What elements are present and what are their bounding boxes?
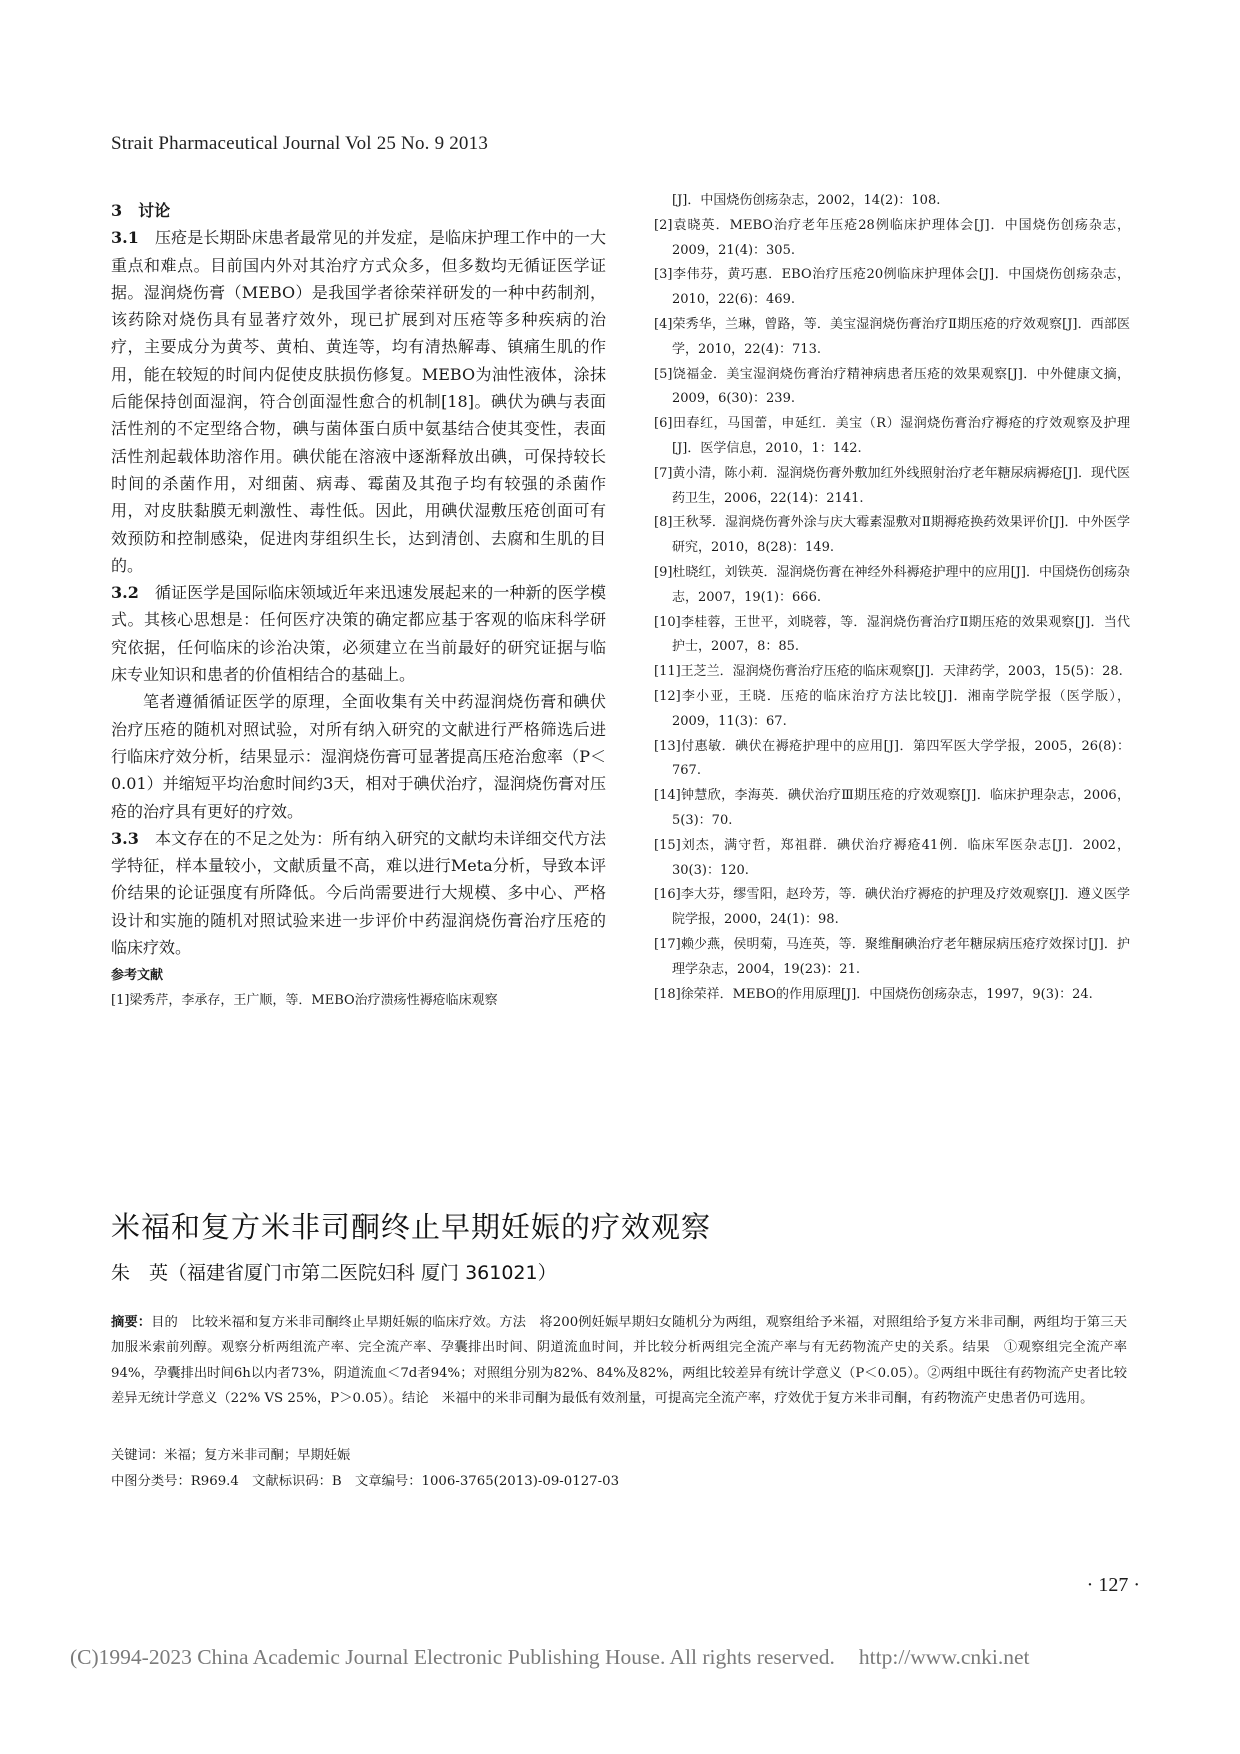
reference-item: [18]徐荣祥．MEBO的作用原理[J]．中国烧伤创疡杂志，1997，9(3)：24. [654, 986, 1093, 1002]
page-number: · 127 · [1086, 1574, 1140, 1596]
footer-url[interactable]: http://www.cnki.net [858, 1645, 1030, 1669]
paragraph-conclusion [111, 688, 606, 824]
reference-item: [5]饶福金．美宝湿润烧伤膏治疗精神病患者压疮的效果观察[J]．中外健康文摘，2009，6(30)：239. [654, 366, 1130, 407]
paragraph-label: 3.2 [111, 583, 139, 603]
paragraph-text: 压疮是长期卧床患者最常见的并发症，是临床护理工作中的一大重点和难点。目前国内外对其治疗方式众多，但多数均无循证医学证据。湿润烧伤膏（MEBO）是我国学者徐荣祥研发的一种中药制剂，该药除对烧伤具有显著疗效外，现已扩展到对压疮等多种疾病的治疗，主要成分为黄芩、黄柏、黄连等，均有清热解毒、镇痛生肌的作用，能在较短的时间内促使皮肤损伤修复。MEBO为油性液体，涂抹后能保持创面湿润，符合创面湿性愈合的机制[18]。碘伏为碘与表面活性剂的不定型络合物，碘与菌体蛋白质中氨基结合使其变性，表面活性剂起载体助溶作用。碘伏能在溶液中逐渐释放出碘，可保持较长时间的杀菌作用，对细菌、病毒、霉菌及其孢子均有较强的杀菌作用，对皮肤黏膜无刺激性、毒性低。因此，用碘伏湿敷压疮创面可有效预防和控制感染，促进肉芽组织生长，达到清创、去腐和生肌的目的。 [111, 228, 606, 575]
reference-item: [13]付惠敏．碘伏在褥疮护理中的应用[J]．第四军医大学学报，2005，26(8)：767. [654, 738, 1130, 779]
reference-item: [11]王芝兰．湿润烧伤膏治疗压疮的临床观察[J]．天津药学，2003，15(5)：28. [654, 664, 1123, 680]
reference-item: [1]梁秀芹，李承存，王广顺，等．MEBO治疗溃疡性褥疮临床观察 [111, 993, 498, 1009]
paragraph-3-2 [111, 579, 606, 688]
reference-item: [3]李伟芬，黄巧惠．EBO治疗压疮20例临床护理体会[J]．中国烧伤创疡杂志，2010，22(6)：469. [654, 267, 1130, 308]
reference-item: [4]荣秀华，兰琳，曾路，等．美宝湿润烧伤膏治疗Ⅱ期压疮的疗效观察[J]．西部医学，2010，22(4)：713. [654, 316, 1130, 357]
references-heading: 参考文献 [111, 968, 164, 984]
abstract [111, 1310, 1127, 1412]
paragraph-3-3 [111, 825, 606, 961]
paragraph-label: 3.1 [111, 228, 139, 248]
section-title: 3 讨论 [111, 201, 171, 220]
reference-continuation: [J]．中国烧伤创疡杂志，2002，14(2)：108. [672, 193, 941, 208]
journal-header: Strait Pharmaceutical Journal Vol 25 No. 9 2013 [111, 133, 489, 154]
right-column [654, 189, 1130, 1007]
reference-item: [8]王秋琴．湿润烧伤膏外涂与庆大霉素湿敷对Ⅱ期褥疮换药效果评价[J]．中外医学研究，2010，8(28)：149. [654, 515, 1130, 556]
reference-item: [7]黄小清，陈小莉．湿润烧伤膏外敷加红外线照射治疗老年糖尿病褥疮[J]．现代医药卫生，2006，22(14)：2141. [654, 465, 1130, 506]
reference-item: [10]李桂蓉，王世平，刘晓蓉，等．湿润烧伤膏治疗Ⅱ期压疮的效果观察[J]．当代护士，2007，8：85. [654, 614, 1130, 655]
reference-item: [9]杜晓红，刘铁英．湿润烧伤膏在神经外科褥疮护理中的应用[J]．中国烧伤创疡杂志，2007，19(1)：666. [654, 564, 1130, 605]
left-column [111, 197, 606, 1013]
paragraph-label: 3.3 [111, 828, 139, 848]
reference-item: [14]钟慧欣，李海英．碘伏治疗Ⅲ期压疮的疗效观察[J]．临床护理杂志，2006，5(3)：70. [654, 788, 1130, 828]
article-title: 米福和复方米非司酮终止早期妊娠的疗效观察 [111, 1210, 712, 1244]
keywords: 关键词：米福；复方米非司酮；早期妊娠 [111, 1448, 351, 1463]
paragraph-text: 循证医学是国际临床领域近年来迅速发展起来的一种新的医学模式。其核心思想是：任何医疗决策的确定都应基于客观的临床科学研究依据，任何临床的诊治决策，必须建立在当前最好的研究证据与临床专业知识和患者的价值相结合的基础上。 [111, 583, 606, 685]
author-affiliation: 朱 英（福建省厦门市第二医院妇科 厦门 361021） [111, 1262, 557, 1284]
reference-item: [15]刘杰，满守哲，郑祖群．碘伏治疗褥疮41例．临床军医杂志[J]．2002，30(3)：120. [654, 837, 1130, 878]
reference-item: [2]袁晓英．MEBO治疗老年压疮28例临床护理体会[J]．中国烧伤创疡杂志，2009，21(4)：305. [654, 217, 1130, 258]
paragraph-3-1 [111, 224, 606, 579]
paragraph-text: 本文存在的不足之处为：所有纳入研究的文献均未详细交代方法学特征，样本量较小，文献质量不高，难以进行Meta分析，导致本评价结果的论证强度有所降低。今后尚需要进行大规模、多中心、严格设计和实施的随机对照试验来进一步评价中药湿润烧伤膏治疗压疮的临床疗效。 [111, 828, 606, 958]
abstract-text: 目的 比较米福和复方米非司酮终止早期妊娠的临床疗效。方法 将200例妊娠早期妇女随机分为两组，观察组给予米福，对照组给予复方米非司酮，两组均于第三天加服米索前列醇。观察分析两组流产率、完全流产率、孕囊排出时间、阴道流血时间，并比较分析两组完全流产率与有无药物流产史的关系。结果 ①观察组完全流产率94%，孕囊排出时间6h以内者73%，阴道流血＜7d者94%；对照组分别为82%、84%及82%，两组比较差异有统计学意义（P＜0.05）。②两组中既往有药物流产史者比较差异无统计学意义（22% VS 25%，P＞0.05）。结论 米福中的米非司酮为最低有效剂量，可提高完全流产率，疗效优于复方米非司酮，有药物流产史患者仍可选用。 [111, 1315, 1127, 1407]
abstract-label: 摘要： [111, 1315, 152, 1330]
reference-item: [6]田春红，马国蕾，申延红．美宝（R）湿润烧伤膏治疗褥疮的疗效观察及护理[J]．医学信息，2010，1：142. [654, 416, 1130, 456]
reference-item: [16]李大芬，缪雪阳，赵玲芳，等．碘伏治疗褥疮的护理及疗效观察[J]．遵义医学院学报，2000，24(1)：98. [654, 887, 1130, 928]
copyright-footer [70, 1645, 1030, 1670]
reference-item: [12]李小亚，王晓．压疮的临床治疗方法比较[J]．湘南学院学报（医学版），2009，11(3)：67. [654, 688, 1130, 729]
classification-line: 中图分类号：R969.4 文献标识码：B 文章编号：1006-3765(2013)-09-0127-03 [111, 1474, 620, 1489]
copyright-text: (C)1994-2023 China Academic Journal Electronic Publishing House. All rights reserved. [70, 1645, 835, 1669]
reference-item: [17]赖少燕，侯明菊，马连英，等．聚维酮碘治疗老年糖尿病压疮疗效探讨[J]．护理学杂志，2004，19(23)：21. [654, 936, 1130, 977]
paragraph-text: 笔者遵循循证医学的原理，全面收集有关中药湿润烧伤膏和碘伏治疗压疮的随机对照试验，对所有纳入研究的文献进行严格筛选后进行临床疗效分析，结果显示：湿润烧伤膏可显著提高压疮治愈率（P＜0.01）并缩短平均治愈时间约3天，相对于碘伏治疗，湿润烧伤膏对压疮的治疗具有更好的疗效。 [111, 692, 606, 821]
